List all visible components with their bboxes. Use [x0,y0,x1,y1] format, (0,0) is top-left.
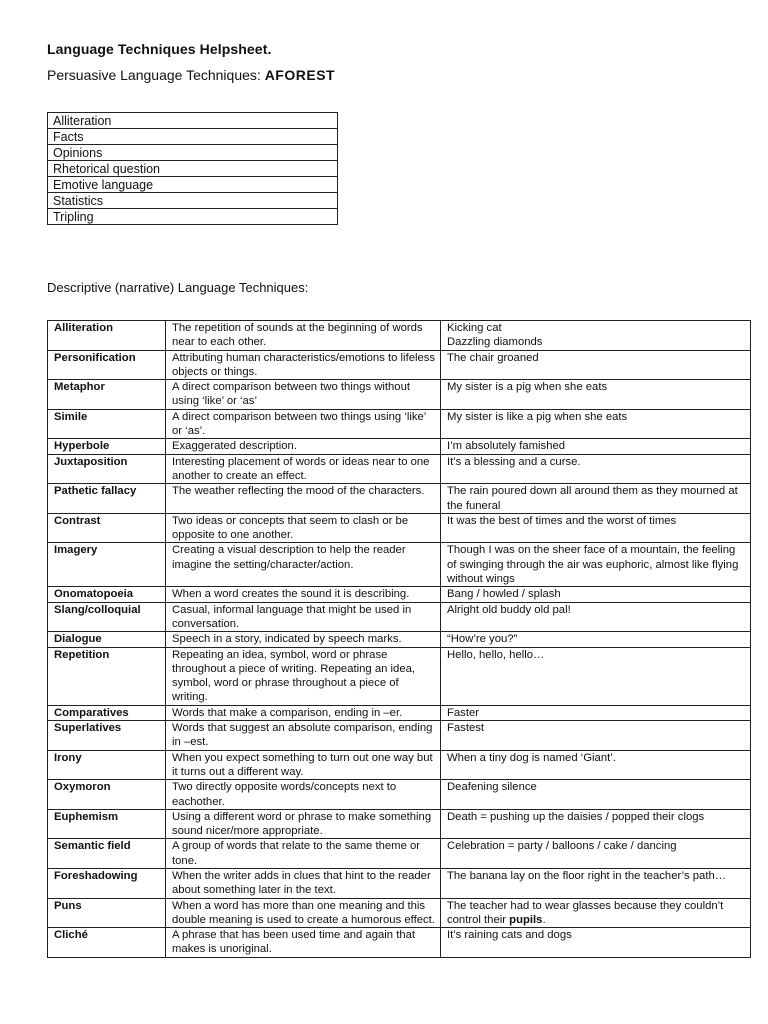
technique-row [48,928,751,958]
technique-row [48,484,751,514]
persuasive-item: Tripling [48,209,338,225]
technique-definition: When a word creates the sound it is describing. [166,587,441,602]
technique-row [48,454,751,484]
technique-row [48,721,751,751]
technique-definition: Creating a visual description to help the reader imagine the setting/character/action. [166,543,441,587]
technique-definition: A group of words that relate to the same theme or tone. [166,839,441,869]
technique-example: Death = pushing up the daisies / popped their clogs [441,809,751,839]
technique-term: Imagery [48,543,166,587]
technique-row [48,513,751,543]
technique-definition: Using a different word or phrase to make something sound nicer/more appropriate. [166,809,441,839]
technique-example: It was the best of times and the worst of times [441,513,751,543]
persuasive-item: Facts [48,129,338,145]
technique-example: It’s raining cats and dogs [441,928,751,958]
technique-term: Contrast [48,513,166,543]
technique-definition: Two ideas or concepts that seem to clash or be opposite to one another. [166,513,441,543]
technique-term: Slang/colloquial [48,602,166,632]
technique-term: Personification [48,350,166,380]
descriptive-heading: Descriptive (narrative) Language Techniques: [47,280,309,295]
technique-definition: Attributing human characteristics/emotions to lifeless objects or things. [166,350,441,380]
technique-term: Euphemism [48,809,166,839]
technique-example: “How’re you?” [441,632,751,647]
technique-row [48,439,751,454]
technique-term: Dialogue [48,632,166,647]
technique-definition: The weather reflecting the mood of the characters. [166,484,441,514]
technique-row [48,898,751,928]
technique-row [48,350,751,380]
technique-row [48,705,751,720]
technique-term: Onomatopoeia [48,587,166,602]
technique-example: Celebration = party / balloons / cake / dancing [441,839,751,869]
technique-example: I’m absolutely famished [441,439,751,454]
technique-example-pre: The teacher had to wear glasses because they couldn’t control their [447,899,724,926]
technique-row [48,809,751,839]
persuasive-item: Statistics [48,193,338,209]
technique-term: Repetition [48,647,166,705]
technique-term: Puns [48,898,166,928]
technique-definition: The repetition of sounds at the beginning of words near to each other. [166,321,441,351]
technique-definition: When a word has more than one meaning and this double meaning is used to create a humorous effect. [166,898,441,928]
technique-row [48,868,751,898]
technique-example: Fastest [441,721,751,751]
technique-example: My sister is a pig when she eats [441,380,751,410]
technique-term: Irony [48,750,166,780]
technique-term: Cliché [48,928,166,958]
technique-example: The chair groaned [441,350,751,380]
descriptive-techniques-table [47,320,751,958]
persuasive-item: Alliteration [48,113,338,129]
technique-example [441,898,751,928]
technique-row [48,380,751,410]
technique-term: Comparatives [48,705,166,720]
technique-example: Deafening silence [441,780,751,810]
technique-example: Hello, hello, hello… [441,647,751,705]
technique-definition: Exaggerated description. [166,439,441,454]
technique-example: It’s a blessing and a curse. [441,454,751,484]
technique-example-bold: pupils [509,913,543,926]
persuasive-heading [47,67,335,83]
technique-term: Oxymoron [48,780,166,810]
page-title: Language Techniques Helpsheet. [47,41,272,57]
persuasive-row [48,193,338,209]
technique-term: Alliteration [48,321,166,351]
persuasive-item: Opinions [48,145,338,161]
technique-row [48,602,751,632]
technique-example: Kicking cat Dazzling diamonds [441,321,751,351]
technique-definition: A direct comparison between two things using ‘like’ or ‘as’. [166,409,441,439]
technique-definition: Words that make a comparison, ending in –er. [166,705,441,720]
technique-row [48,321,751,351]
technique-example: My sister is like a pig when she eats [441,409,751,439]
technique-term: Hyperbole [48,439,166,454]
technique-row [48,409,751,439]
technique-term: Pathetic fallacy [48,484,166,514]
technique-definition: A direct comparison between two things without using ‘like’ or ‘as’ [166,380,441,410]
technique-term: Foreshadowing [48,868,166,898]
persuasive-row [48,129,338,145]
technique-example: When a tiny dog is named ‘Giant’. [441,750,751,780]
technique-example: Though I was on the sheer face of a mountain, the feeling of swinging through the air was euphoric, almost like flying without wings [441,543,751,587]
technique-definition: Repeating an idea, symbol, word or phrase throughout a piece of writing. Repeating an idea, symbol, word or phrase throughout a piece of writing. [166,647,441,705]
persuasive-label: Persuasive Language Techniques: [47,67,265,83]
persuasive-row [48,145,338,161]
technique-row [48,780,751,810]
technique-row [48,750,751,780]
technique-row [48,587,751,602]
persuasive-row [48,177,338,193]
technique-definition: When you expect something to turn out one way but it turns out a different way. [166,750,441,780]
technique-example: The banana lay on the floor right in the teacher’s path… [441,868,751,898]
technique-row [48,647,751,705]
technique-example: Bang / howled / splash [441,587,751,602]
technique-row [48,839,751,869]
technique-definition: Words that suggest an absolute comparison, ending in –est. [166,721,441,751]
technique-term: Superlatives [48,721,166,751]
persuasive-row [48,209,338,225]
technique-definition: When the writer adds in clues that hint to the reader about something later in the text. [166,868,441,898]
technique-example: Faster [441,705,751,720]
technique-term: Semantic field [48,839,166,869]
persuasive-item: Rhetorical question [48,161,338,177]
technique-example: The rain poured down all around them as they mourned at the funeral [441,484,751,514]
technique-term: Metaphor [48,380,166,410]
persuasive-techniques-table [47,112,338,225]
technique-term: Juxtaposition [48,454,166,484]
technique-row [48,543,751,587]
persuasive-acronym: AFOREST [264,67,336,83]
technique-row [48,632,751,647]
technique-definition: Speech in a story, indicated by speech marks. [166,632,441,647]
technique-definition: A phrase that has been used time and again that makes is unoriginal. [166,928,441,958]
persuasive-row [48,113,338,129]
technique-term: Simile [48,409,166,439]
persuasive-row [48,161,338,177]
persuasive-item: Emotive language [48,177,338,193]
technique-definition: Two directly opposite words/concepts next to eachother. [166,780,441,810]
technique-example: Alright old buddy old pal! [441,602,751,632]
technique-definition: Casual, informal language that might be used in conversation. [166,602,441,632]
technique-definition: Interesting placement of words or ideas near to one another to create an effect. [166,454,441,484]
technique-example-post: . [542,913,546,926]
